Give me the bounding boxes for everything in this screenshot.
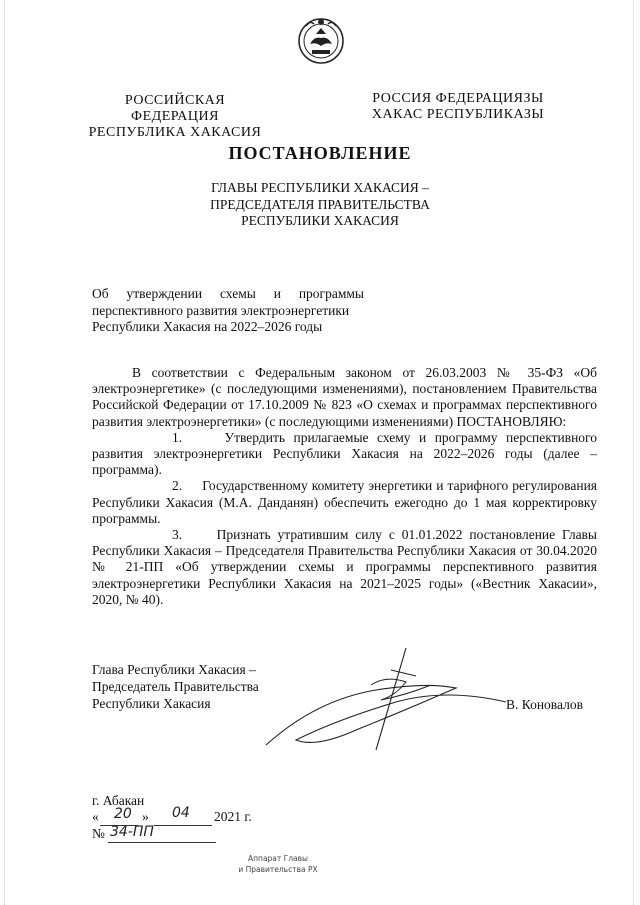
header-left-line1: РОССИЙСКАЯ ФЕДЕРАЦИЯ — [124, 93, 226, 124]
stamp-line2: и Правительства РХ — [238, 865, 318, 874]
preamble-paragraph: В соответствии с Федеральным законом от 26.03.2003 № 35-ФЗ «Об электроэнергетике» (с последующими изменениями), постановлением Правительства Российской Федерации от 17.10.2009 № 823 «О схемах и программах перспективного развития электроэнергетики» (с последующими изменениями) ПОСТАНОВЛЯЮ: — [92, 365, 597, 429]
signatory-line1: Глава Республики Хакасия – — [92, 662, 256, 677]
subject-line3: Республики Хакасия на 2022–2026 годы — [92, 319, 323, 334]
item-number: 3. — [172, 527, 183, 543]
document-subtitle — [190, 180, 450, 230]
place-of-signing: г. Абакан — [92, 793, 145, 808]
scan-edge-right — [633, 0, 636, 905]
handwritten-signature — [256, 640, 516, 760]
document-subject — [92, 286, 364, 336]
subtitle-line3: РЕСПУБЛИКИ ХАКАСИЯ — [241, 213, 399, 228]
header-right — [368, 91, 548, 123]
document-body — [92, 365, 597, 608]
date-day: 20 — [114, 806, 132, 822]
coat-of-arms-emblem — [296, 14, 346, 64]
scan-edge-left — [4, 0, 7, 905]
item-number: 2. — [172, 478, 183, 494]
item-paragraph-1 — [92, 430, 597, 479]
document-number — [92, 826, 292, 844]
number-prefix: № — [92, 826, 105, 841]
registration-stamp — [228, 853, 328, 875]
date-quote-open: « — [92, 809, 99, 824]
stamp-line1: Аппарат Главы — [248, 854, 308, 863]
date-month: 04 — [172, 805, 190, 821]
subject-line2: перспективного развития электроэнергетики — [92, 302, 350, 318]
item-text: Утвердить прилагаемые схему и программу перспективного развития электроэнергетики Республики Хакасия на 2022–2026 годы (далее – программа). — [92, 429, 598, 478]
document-title: ПОСТАНОВЛЕНИЕ — [228, 143, 412, 163]
item-text: Государственному комитету энергетики и тарифного регулирования Республики Хакасия (М.А. Данданян) обеспечить ежегодно до 1 мая корректировку программы. — [92, 478, 597, 526]
signatory-name: В. Коновалов — [506, 697, 583, 712]
header-right-line2: ХАКАС РЕСПУБЛИКАЗЫ — [371, 107, 545, 122]
header-left-line2: РЕСПУБЛИКА ХАКАСИЯ — [88, 125, 262, 140]
item-paragraph-2 — [92, 478, 597, 527]
date-quote-close: » — [142, 809, 149, 824]
signatory-line2: Председатель Правительства — [92, 679, 259, 694]
item-paragraph-3 — [92, 527, 597, 608]
item-number: 1. — [172, 429, 183, 445]
item-text: Признать утратившим силу с 01.01.2022 постановление Главы Республики Хакасия – Председателя Правительства Республики Хакасия от 30.04.2020 № 21-ПП «Об утверждении схемы и программы перспективного развития электроэнергетики Республики Хакасия на 2021–2025 годы» («Вестник Хакасии», 2020, № 40). — [92, 527, 598, 607]
number-value: 34-ПП — [110, 824, 154, 840]
subtitle-line2: ПРЕДСЕДАТЕЛЯ ПРАВИТЕЛЬСТВА — [210, 196, 430, 212]
subtitle-line1: ГЛАВЫ РЕСПУБЛИКИ ХАКАСИЯ – — [211, 180, 429, 195]
header-right-line1: РОССИЯ ФЕДЕРАЦИЯЗЫ — [372, 91, 544, 106]
header-left — [80, 93, 270, 141]
signatory-line3: Республики Хакасия — [92, 696, 211, 711]
subject-line1: Об утверждении схемы и программы — [92, 286, 364, 301]
date-year: 2021 г. — [214, 809, 252, 824]
